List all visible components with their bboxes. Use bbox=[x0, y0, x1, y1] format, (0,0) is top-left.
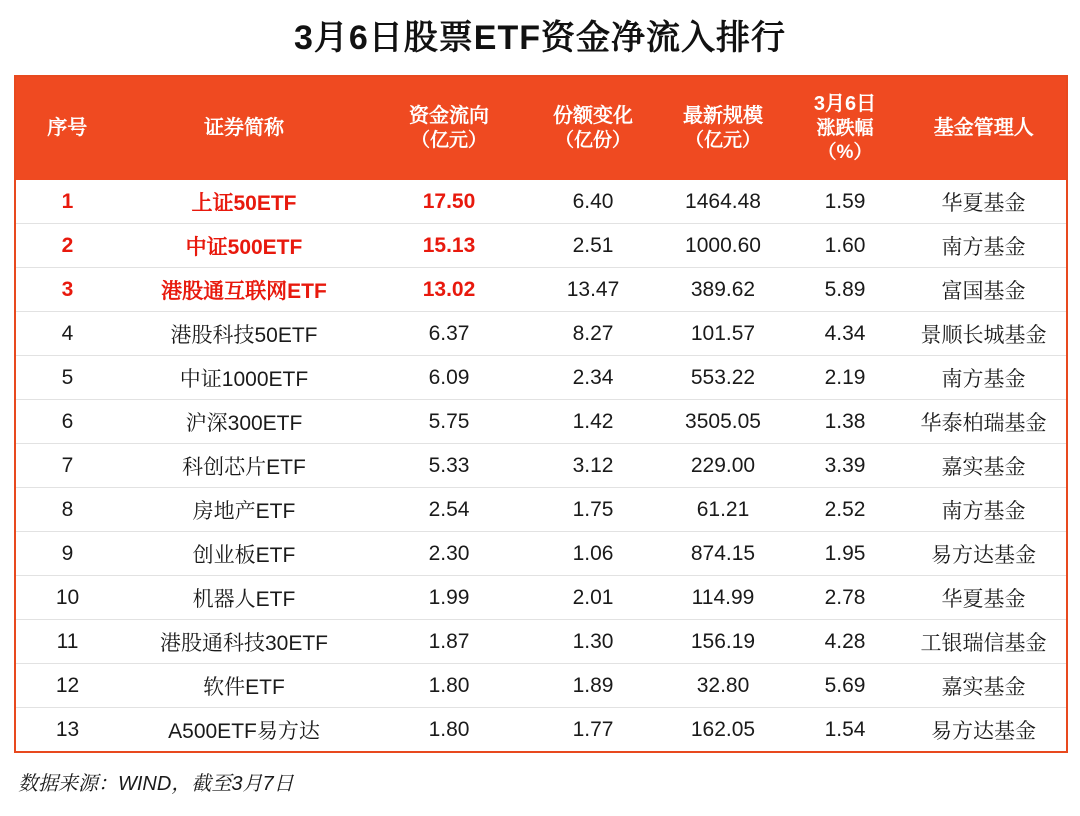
row-security-name: 软件ETF bbox=[119, 664, 369, 708]
table-header bbox=[15, 76, 1067, 180]
row-fund-flow: 2.30 bbox=[369, 532, 529, 576]
column-header-fund-manager bbox=[901, 76, 1067, 180]
row-latest-scale: 553.22 bbox=[657, 356, 789, 400]
row-latest-scale: 1000.60 bbox=[657, 224, 789, 268]
row-index: 12 bbox=[15, 664, 119, 708]
row-index: 6 bbox=[15, 400, 119, 444]
row-daily-change: 2.19 bbox=[789, 356, 901, 400]
row-security-name: 沪深300ETF bbox=[119, 400, 369, 444]
row-latest-scale: 229.00 bbox=[657, 444, 789, 488]
row-index: 7 bbox=[15, 444, 119, 488]
row-fund-manager: 景顺长城基金 bbox=[901, 312, 1067, 356]
table-row bbox=[15, 620, 1067, 664]
row-index: 9 bbox=[15, 532, 119, 576]
row-latest-scale: 156.19 bbox=[657, 620, 789, 664]
column-header-latest-scale-label: 最新规模 bbox=[683, 104, 763, 127]
row-index: 1 bbox=[15, 180, 119, 224]
row-index: 3 bbox=[15, 268, 119, 312]
row-daily-change: 1.60 bbox=[789, 224, 901, 268]
row-index: 13 bbox=[55, 717, 80, 741]
row-latest-scale: 114.99 bbox=[657, 576, 789, 620]
row-fund-flow: 5.33 bbox=[369, 444, 529, 488]
column-header-fund-flow-unit: （亿元） bbox=[410, 129, 487, 151]
column-header-daily-change-label: 涨跌幅 bbox=[816, 117, 874, 139]
row-daily-change: 2.78 bbox=[789, 576, 901, 620]
row-daily-change: 1.54 bbox=[824, 717, 866, 741]
column-header-daily-change bbox=[789, 76, 901, 180]
row-security-name: 中证500ETF bbox=[119, 224, 369, 268]
row-fund-flow: 17.50 bbox=[369, 180, 529, 224]
table-row bbox=[15, 268, 1067, 312]
row-daily-change: 5.69 bbox=[789, 664, 901, 708]
row-fund-manager: 南方基金 bbox=[901, 356, 1067, 400]
table-row bbox=[15, 708, 1067, 752]
row-share-change: 3.12 bbox=[529, 444, 657, 488]
row-fund-manager: 工银瑞信基金 bbox=[901, 620, 1067, 664]
row-security-name: 上证50ETF bbox=[119, 180, 369, 224]
page-title: 3月6日股票ETF资金净流入排行 bbox=[293, 19, 787, 57]
table-row bbox=[15, 180, 1067, 224]
column-header-fund-flow-label: 资金流向 bbox=[409, 104, 489, 127]
table-body bbox=[15, 180, 1067, 752]
row-daily-change: 4.34 bbox=[789, 312, 901, 356]
table-row bbox=[15, 224, 1067, 268]
row-fund-manager: 华泰柏瑞基金 bbox=[901, 400, 1067, 444]
row-security-name: A500ETF易方达 bbox=[168, 719, 320, 743]
row-fund-manager: 华夏基金 bbox=[901, 180, 1067, 224]
column-header-fund-manager-label: 基金管理人 bbox=[933, 117, 1034, 140]
row-share-change: 8.27 bbox=[529, 312, 657, 356]
row-latest-scale: 101.57 bbox=[657, 312, 789, 356]
column-header-index bbox=[15, 76, 119, 180]
row-fund-manager: 华夏基金 bbox=[901, 576, 1067, 620]
row-security-name: 中证1000ETF bbox=[119, 356, 369, 400]
row-latest-scale: 389.62 bbox=[657, 268, 789, 312]
table-header-row bbox=[15, 76, 1067, 180]
row-fund-manager: 易方达基金 bbox=[901, 532, 1067, 576]
column-header-daily-change-unit: （%） bbox=[817, 142, 873, 164]
row-index: 4 bbox=[15, 312, 119, 356]
table-row bbox=[15, 664, 1067, 708]
row-latest-scale: 1464.48 bbox=[657, 180, 789, 224]
row-index: 5 bbox=[15, 356, 119, 400]
row-fund-flow: 6.37 bbox=[369, 312, 529, 356]
row-security-name: 机器人ETF bbox=[119, 576, 369, 620]
table-row bbox=[15, 576, 1067, 620]
column-header-index-label: 序号 bbox=[47, 117, 88, 140]
row-fund-flow: 6.09 bbox=[369, 356, 529, 400]
row-share-change: 1.06 bbox=[529, 532, 657, 576]
row-fund-manager: 易方达基金 bbox=[931, 719, 1036, 743]
etf-ranking-table bbox=[14, 75, 1068, 753]
row-share-change: 1.42 bbox=[529, 400, 657, 444]
row-security-name: 港股通互联网ETF bbox=[119, 268, 369, 312]
row-index: 11 bbox=[15, 620, 119, 664]
row-share-change: 1.89 bbox=[529, 664, 657, 708]
column-header-security-name-label: 证券简称 bbox=[204, 117, 284, 140]
column-header-share-change bbox=[529, 76, 657, 180]
row-share-change: 6.40 bbox=[529, 180, 657, 224]
row-security-name: 港股通科技30ETF bbox=[119, 620, 369, 664]
row-share-change: 1.75 bbox=[529, 488, 657, 532]
row-fund-flow: 1.80 bbox=[369, 664, 529, 708]
column-header-share-change-label: 份额变化 bbox=[553, 104, 633, 127]
row-latest-scale: 874.15 bbox=[657, 532, 789, 576]
row-security-name: 房地产ETF bbox=[119, 488, 369, 532]
row-daily-change: 4.28 bbox=[789, 620, 901, 664]
column-header-daily-change-date: 3月6日 bbox=[813, 92, 877, 115]
row-security-name: 创业板ETF bbox=[119, 532, 369, 576]
row-daily-change: 1.95 bbox=[789, 532, 901, 576]
row-fund-flow: 15.13 bbox=[369, 224, 529, 268]
column-header-share-change-unit: （亿份） bbox=[554, 129, 631, 151]
table-row bbox=[15, 488, 1067, 532]
row-fund-manager: 嘉实基金 bbox=[901, 444, 1067, 488]
row-fund-manager: 富国基金 bbox=[901, 268, 1067, 312]
column-header-latest-scale-unit: （亿元） bbox=[684, 129, 761, 151]
data-source-note: 数据来源：WIND，截至3月7日 bbox=[18, 772, 294, 795]
row-share-change: 1.30 bbox=[529, 620, 657, 664]
row-daily-change: 1.59 bbox=[789, 180, 901, 224]
row-latest-scale: 32.80 bbox=[657, 664, 789, 708]
table-row bbox=[15, 356, 1067, 400]
row-index: 8 bbox=[15, 488, 119, 532]
row-security-name: 科创芯片ETF bbox=[119, 444, 369, 488]
row-share-change: 2.01 bbox=[529, 576, 657, 620]
row-daily-change: 1.38 bbox=[789, 400, 901, 444]
table-row bbox=[15, 400, 1067, 444]
row-fund-manager: 南方基金 bbox=[901, 224, 1067, 268]
row-daily-change: 5.89 bbox=[789, 268, 901, 312]
row-fund-flow: 13.02 bbox=[369, 268, 529, 312]
row-fund-flow: 5.75 bbox=[369, 400, 529, 444]
column-header-security-name bbox=[119, 76, 369, 180]
row-index: 2 bbox=[15, 224, 119, 268]
column-header-fund-flow bbox=[369, 76, 529, 180]
column-header-latest-scale bbox=[657, 76, 789, 180]
row-latest-scale: 162.05 bbox=[690, 717, 756, 741]
row-share-change: 1.77 bbox=[572, 717, 614, 741]
row-security-name: 港股科技50ETF bbox=[119, 312, 369, 356]
row-index: 10 bbox=[15, 576, 119, 620]
row-fund-flow: 1.99 bbox=[369, 576, 529, 620]
row-fund-manager: 南方基金 bbox=[901, 488, 1067, 532]
row-fund-flow: 1.80 bbox=[428, 717, 470, 741]
row-share-change: 2.34 bbox=[529, 356, 657, 400]
row-fund-flow: 1.87 bbox=[369, 620, 529, 664]
table-row bbox=[15, 444, 1067, 488]
row-share-change: 13.47 bbox=[529, 268, 657, 312]
table-row bbox=[15, 532, 1067, 576]
table-row bbox=[15, 312, 1067, 356]
row-fund-flow: 2.54 bbox=[369, 488, 529, 532]
row-latest-scale: 3505.05 bbox=[657, 400, 789, 444]
row-daily-change: 3.39 bbox=[789, 444, 901, 488]
row-fund-manager: 嘉实基金 bbox=[901, 664, 1067, 708]
row-latest-scale: 61.21 bbox=[657, 488, 789, 532]
row-daily-change: 2.52 bbox=[789, 488, 901, 532]
row-share-change: 2.51 bbox=[529, 224, 657, 268]
